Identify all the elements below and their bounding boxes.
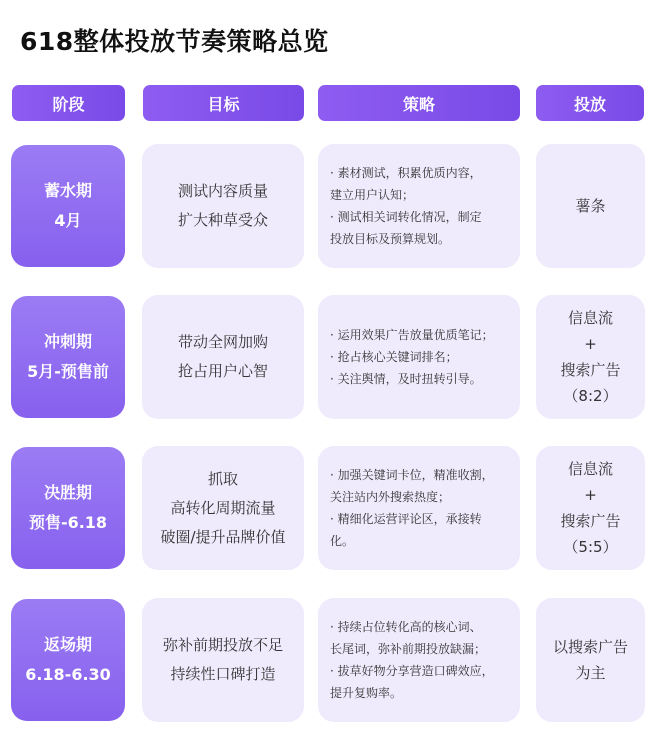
strategy-line: 建立用户认知；: [330, 188, 415, 202]
placement-line: 以搜索广告: [552, 638, 628, 656]
placement-line: 信息流: [567, 309, 613, 327]
goal-line: 抓取: [207, 469, 238, 488]
stage-cell: [11, 145, 125, 267]
goal-line: 带动全网加购: [177, 333, 268, 351]
strategy-line: 长尾词，弥补前期投放缺漏；: [330, 642, 487, 656]
strategy-line: · 素材测试，积累优质内容，: [330, 166, 482, 180]
strategy-line: · 运用效果广告放量优质笔记；: [330, 328, 494, 342]
strategy-cell: [318, 446, 520, 570]
strategy-cell: [318, 295, 520, 419]
stage-cell: [11, 447, 125, 569]
stage-period: 预售-6.18: [28, 513, 108, 532]
placement-line: 为主: [575, 664, 606, 682]
strategy-line: · 拔草好物分享营造口碑效应，: [330, 664, 494, 678]
header-goal: 目标: [143, 85, 304, 121]
strategy-line: 投放目标及预算规划。: [330, 232, 451, 246]
goal-line: 持续性口碑打造: [170, 665, 276, 683]
stage-name: 蓄水期: [43, 181, 92, 200]
placement-line: 搜索广告: [560, 512, 621, 530]
strategy-line: · 持续占位转化高的核心词、: [330, 620, 482, 634]
placement-line: 信息流: [567, 460, 613, 478]
strategy-line: · 精细化运营评论区，承接转: [330, 512, 482, 526]
strategy-line: 提升复购率。: [330, 686, 403, 700]
strategy-line: · 关注舆情，及时扭转引导。: [330, 372, 482, 386]
header-placement: 投放: [536, 85, 644, 121]
strategy-cell: [318, 144, 520, 268]
placement-cell: [536, 446, 645, 570]
stage-cell: [11, 296, 125, 418]
header-stage: 阶段: [12, 85, 125, 121]
placement-line: （5:5）: [563, 538, 618, 556]
goal-line: 抢占用户心智: [177, 362, 268, 380]
page-title: 618整体投放节奏策略总览: [20, 27, 329, 56]
strategy-line: 化。: [330, 534, 355, 548]
placement-cell: [536, 598, 645, 722]
goal-line: 扩大种草受众: [177, 211, 268, 229]
stage-cell: [11, 599, 125, 721]
strategy-line: · 抢占核心关键词排名；: [330, 350, 458, 364]
placement-line: +: [584, 486, 597, 504]
goal-line: 弥补前期投放不足: [162, 636, 283, 654]
goal-cell: [142, 144, 304, 268]
goal-cell: [142, 598, 304, 722]
stage-name: 决胜期: [43, 483, 92, 502]
strategy-line: 关注站内外搜索热度；: [330, 490, 451, 504]
header-strategy: 策略: [318, 85, 520, 121]
stage-period: 4月: [54, 211, 82, 230]
placement-cell: [536, 144, 645, 268]
goal-line: 高转化周期流量: [170, 498, 276, 517]
goal-line: 破圈/提升品牌价值: [160, 527, 286, 546]
stage-name: 冲刺期: [43, 332, 92, 351]
placement-line: （8:2）: [563, 387, 618, 405]
strategy-line: · 测试相关词转化情况，制定: [330, 210, 482, 224]
strategy-cell: [318, 598, 520, 722]
placement-cell: [536, 295, 645, 419]
goal-cell: [142, 295, 304, 419]
goal-cell: [142, 446, 304, 570]
stage-period: 5月-预售前: [27, 362, 109, 381]
stage-period: 6.18-6.30: [25, 665, 111, 684]
strategy-line: · 加强关键词卡位，精准收割，: [330, 468, 494, 482]
placement-line: 薯条: [575, 197, 606, 215]
goal-line: 测试内容质量: [177, 182, 268, 200]
placement-line: +: [584, 335, 597, 353]
placement-line: 搜索广告: [560, 361, 621, 379]
stage-name: 返场期: [43, 635, 92, 654]
